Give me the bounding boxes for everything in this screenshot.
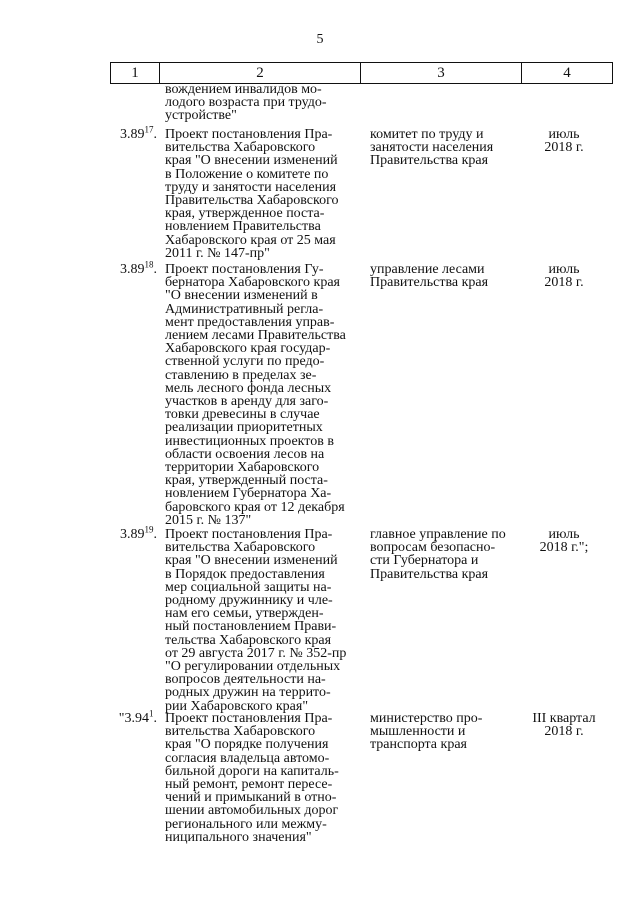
continuation-text: вождением инвалидов мо- лодого возраста при трудо- устройстве" (165, 82, 327, 124)
page-number: 5 (316, 32, 324, 47)
row-term: июль 2018 г. (544, 262, 584, 291)
row-title: Проект постановления Пра- вительства Хабаровского края "О внесении изменений в Положение о комитете по труду и занятости населения Правительства Хабаровского края, утвержденное поста- новлением Правительства Хабаровского края от 25 мая 2011 г. № 147-пр" (165, 127, 339, 261)
row-number: 3.89$^{17}$. (120, 124, 157, 142)
row-title: Проект постановления Гу- бернатора Хабаровского края "О внесении изменений в Административный регла- мент предоставления управ- лением лесами Правительства Хабаровского края государ- ственной услуги по предо- ставлению в пределах зе- мель лесного фонда лесных участков в аренду для заго- товки древесины в случае реализации приоритетных инвестиционных проектов в области освоения лесов на территории Хабаровского края, утвержденный поста- новлением Губернатора Ха- баровского края от 12 декабря 2015 г. № 137" (165, 262, 346, 528)
row-number: 3.89$^{19}$. (120, 524, 157, 542)
row-title: Проект постановления Пра- вительства Хабаровского края "О внесении изменений в Порядок предоставления мер социальной защиты на- родному дружиннику и чле- нам его семьи, утвержден- ный постановлением Прави- тельства Хабаровского края от 29 августа 2017 г. № 352-пр "О регулировании отдельных вопросов деятельности на- родных дружин на террито- рии Хабаровского края" (165, 527, 347, 714)
row-executor: главное управление по вопросам безопасно- сти Губернатора и Правительства края (370, 527, 506, 582)
table-header (110, 62, 613, 84)
header-col-1: 1 (111, 63, 160, 84)
row-term: июль 2018 г. (544, 127, 584, 156)
header-col-3: 3 (361, 63, 522, 84)
row-executor: управление лесами Правительства края (370, 262, 489, 291)
row-term: июль 2018 г."; (539, 527, 589, 556)
row-number: "3.94$^1$. (118, 708, 157, 726)
row-executor: министерство про- мышленности и транспорта края (370, 711, 483, 753)
row-number: 3.89$^{18}$. (120, 259, 157, 277)
row-term: III квартал 2018 г. (532, 711, 596, 740)
header-col-4: 4 (522, 63, 613, 84)
row-executor: комитет по труду и занятости населения Правительства края (370, 127, 494, 169)
header-col-2: 2 (160, 63, 361, 84)
row-title: Проект постановления Пра- вительства Хабаровского края "О порядке получения согласия владельца автомо- бильной дороги на капиталь- ный ремонт, ремонт пересе- чений и примыканий в отно- шении автомобильных дорог регионального или межму- ниципального значения" (165, 711, 339, 845)
